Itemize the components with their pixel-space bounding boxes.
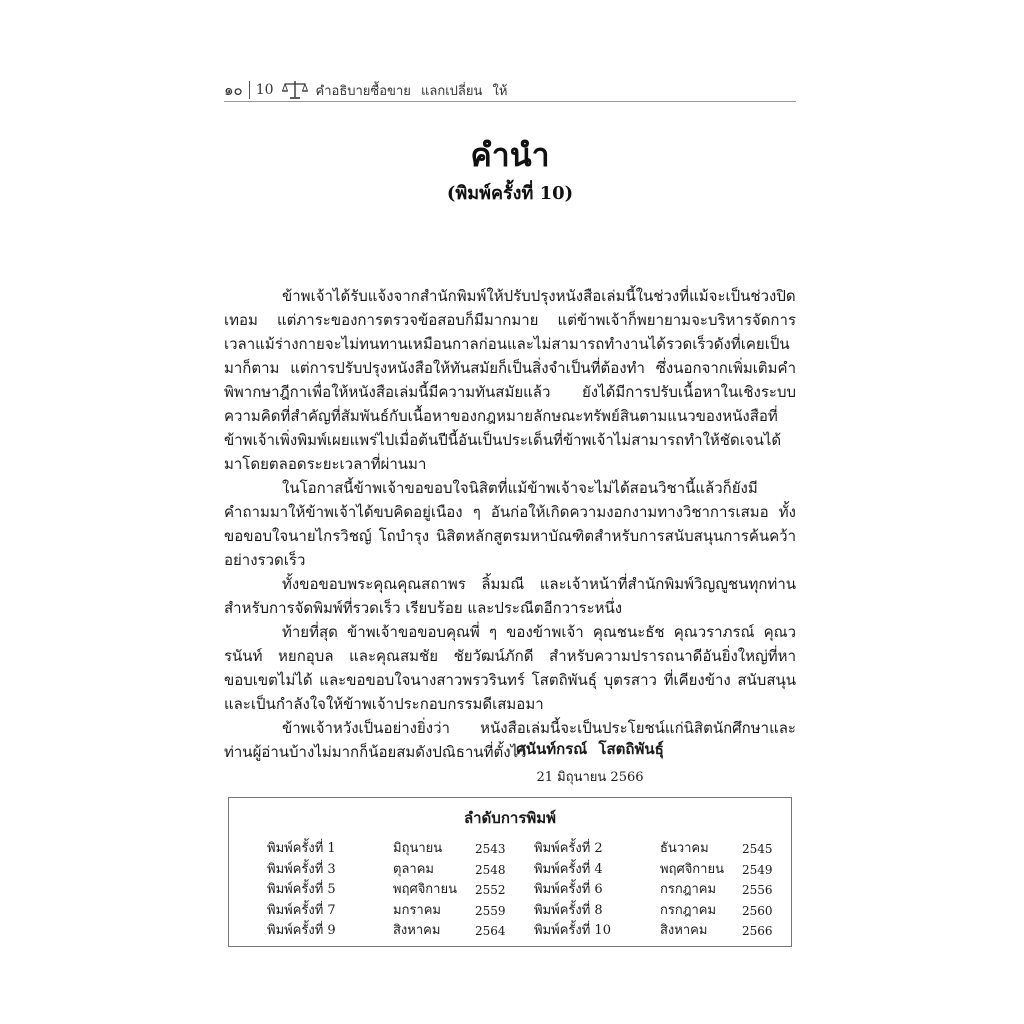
edition-year: 2556 bbox=[742, 883, 773, 897]
edition-month: ตุลาคม bbox=[393, 861, 434, 877]
print-history-row bbox=[534, 860, 792, 881]
edition-year: 2560 bbox=[742, 903, 773, 918]
signature-date: 21 มิถุนายน 2566 bbox=[536, 770, 644, 785]
edition-label: พิมพ์ครั้งที่ 8 bbox=[534, 902, 603, 918]
print-history-box bbox=[228, 797, 792, 947]
edition-year: 2543 bbox=[475, 842, 506, 856]
edition-year: 2548 bbox=[475, 862, 506, 877]
paragraph: ทั้งขอขอบพระคุณคุณสถาพร ลิ้มมณี และเจ้าหน้าที่สำนักพิมพ์วิญญูชนทุกท่านสำหรับการจัดพิมพ์ที่รวดเร็ว เรียบร้อย และประณีตอีกวาระหนึ่ง bbox=[224, 575, 796, 617]
print-history-row bbox=[267, 839, 525, 860]
preface-body bbox=[224, 284, 796, 764]
edition-label: พิมพ์ครั้งที่ 2 bbox=[534, 841, 603, 856]
edition-year: 2566 bbox=[742, 924, 773, 938]
scales-of-justice-icon bbox=[282, 80, 308, 100]
print-history-left-column bbox=[267, 839, 525, 942]
page-title: คำนำ bbox=[470, 136, 550, 174]
edition-month: มิถุนายน bbox=[393, 841, 443, 856]
edition-label: พิมพ์ครั้งที่ 1 bbox=[267, 841, 336, 856]
author-name: ศนันท์กรณ์ โสตถิพันธุ์ bbox=[516, 740, 664, 758]
edition-label: พิมพ์ครั้งที่ 6 bbox=[534, 882, 603, 897]
edition-year: 2564 bbox=[475, 924, 506, 938]
print-history-row bbox=[267, 921, 525, 942]
edition-month: ธันวาคม bbox=[660, 841, 709, 856]
edition-month: กรกฎาคม bbox=[660, 882, 717, 897]
edition-month: สิงหาคม bbox=[393, 923, 441, 938]
edition-month: มกราคม bbox=[393, 902, 441, 918]
print-history-row bbox=[534, 880, 792, 901]
edition-year: 2559 bbox=[475, 903, 506, 918]
paragraph: ท้ายที่สุด ข้าพเจ้าขอขอบคุณพี่ ๆ ของข้าพเจ้า คุณชนะธัช คุณวราภรณ์ คุณวรนันท์ หยกอุบล และคุณสมชัย ชัยวัฒน์ภักดี สำหรับความปรารถนาดีอันยิ่งใหญ่ที่หาขอบเขตไม่ได้ และขอขอบใจนางสาวพรวรินทร์ โสตถิพันธุ์ บุตรสาว ที่เคียงข้าง สนับสนุน และเป็นกำลังใจให้ข้าพเจ้าประกอบกรรมดีเสมอมา bbox=[224, 623, 796, 713]
edition-month: สิงหาคม bbox=[660, 923, 708, 938]
edition-label: พิมพ์ครั้งที่ 10 bbox=[534, 923, 611, 938]
signature-block bbox=[500, 736, 680, 787]
paragraph: ในโอกาสนี้ข้าพเจ้าขอขอบใจนิสิตที่แม้ข้าพเจ้าจะไม่ได้สอนวิชานี้แล้วก็ยังมีคำถามมาให้ข้าพเจ้าได้ขบคิดอยู่เนือง ๆ อันก่อให้เกิดความงอกงามทางวิชาการเสมอ ทั้งขอขอบใจนายไกรวิชญ์ โถบำรุง นิสิตหลักสูตรมหาบัณฑิตสำหรับการสนับสนุนการค้นคว้าอย่างรวดเร็ว bbox=[224, 479, 796, 569]
print-history-row bbox=[534, 901, 792, 922]
print-history-row bbox=[267, 860, 525, 881]
edition-year: 2552 bbox=[475, 883, 506, 897]
edition-year: 2545 bbox=[742, 842, 773, 856]
paragraph: ข้าพเจ้าหวังเป็นอย่างยิ่งว่า หนังสือเล่มนี้จะเป็นประโยชน์แก่นิสิตนักศึกษาและท่านผู้อ่านบ้างไม่มากก็น้อยสมดังปณิธานที่ตั้งไว้ bbox=[224, 719, 796, 761]
edition-year: 2549 bbox=[742, 862, 773, 877]
edition-label: พิมพ์ครั้งที่ 3 bbox=[267, 861, 336, 877]
edition-month: พฤศจิกายน bbox=[660, 861, 724, 877]
print-history-title: ลำดับการพิมพ์ bbox=[463, 809, 557, 827]
header-divider bbox=[249, 81, 250, 99]
edition-label: พิมพ์ครั้งที่ 4 bbox=[534, 861, 603, 877]
running-header bbox=[224, 79, 796, 101]
edition-month: กรกฎาคม bbox=[660, 902, 717, 918]
edition-month: พฤศจิกายน bbox=[393, 882, 457, 897]
header-rule bbox=[224, 101, 796, 102]
edition-label: พิมพ์ครั้งที่ 5 bbox=[267, 882, 336, 897]
print-history-row bbox=[534, 921, 792, 942]
page-subtitle: (พิมพ์ครั้งที่ 10) bbox=[446, 183, 574, 204]
page-number: 10 bbox=[255, 82, 274, 98]
print-history-right-column bbox=[534, 839, 792, 942]
print-history-row bbox=[534, 839, 792, 860]
page-number-thai: ๑๐ bbox=[224, 81, 243, 99]
running-header-title: คำอธิบายซื้อขาย แลกเปลี่ยน ให้ bbox=[315, 83, 508, 99]
edition-label: พิมพ์ครั้งที่ 9 bbox=[267, 923, 336, 938]
edition-label: พิมพ์ครั้งที่ 7 bbox=[267, 902, 336, 918]
print-history-row bbox=[267, 901, 525, 922]
print-history-row bbox=[267, 880, 525, 901]
paragraph: ข้าพเจ้าได้รับแจ้งจากสำนักพิมพ์ให้ปรับปรุงหนังสือเล่มนี้ในช่วงที่แม้จะเป็นช่วงปิดเทอม แต่ภาระของการตรวจข้อสอบก็มีมากมาย แต่ข้าพเจ้าก็พยายามจะบริหารจัดการเวลาแม้ร่างกายจะไม่ทนทานเหมือนกาลก่อนและไม่สามารถทำงานได้รวดเร็วดังที่เคยเป็นมาก็ตาม แต่การปรับปรุงหนังสือให้ทันสมัยก็เป็นสิ่งจำเป็นที่ต้องทำ ซึ่งนอกจากเพิ่มเติมคำพิพากษาฎีกาเพื่อให้หนังสือเล่มนี้มีความทันสมัยแล้ว ยังได้มีการปรับเนื้อหาในเชิงระบบ ความคิดที่สำคัญที่สัมพันธ์กับเนื้อหาของกฎหมายลักษณะทรัพย์สินตามแนวของหนังสือที่ข้าพเจ้าเพิ่งพิมพ์เผยแพร่ไปเมื่อต้นปีนี้อันเป็นประเด็นที่ข้าพเจ้าไม่สามารถทำให้ชัดเจนได้มาโดยตลอดระยะเวลาที่ผ่านมา bbox=[224, 287, 796, 473]
